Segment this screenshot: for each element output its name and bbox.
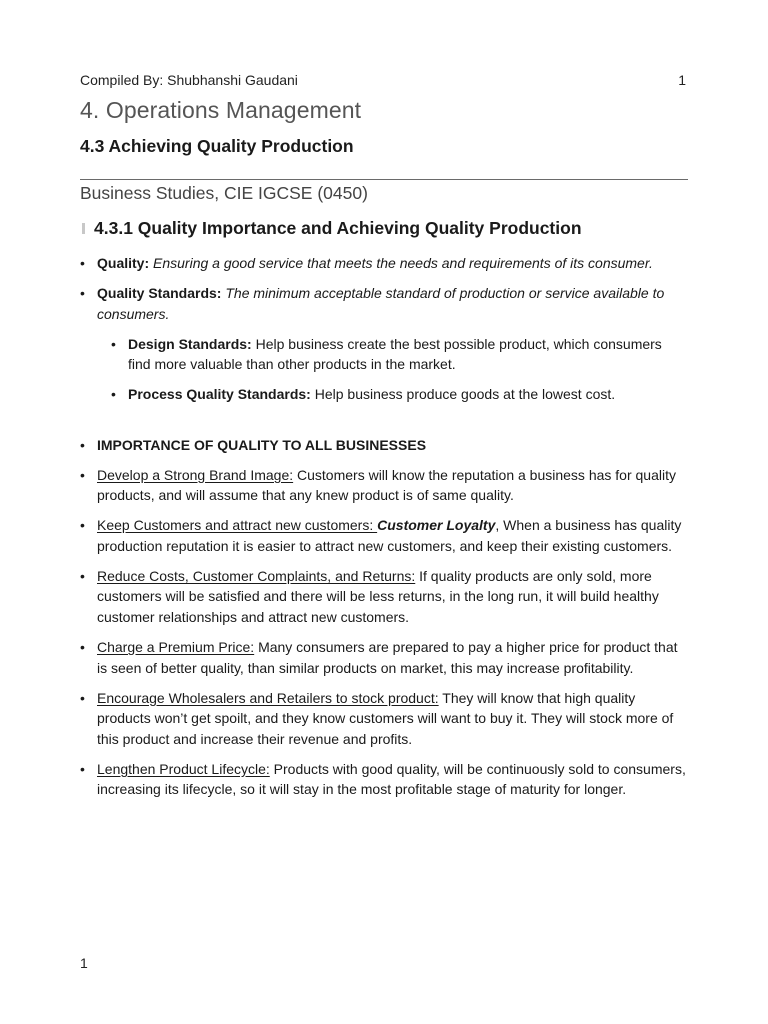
importance-item-premium-price — [80, 637, 688, 678]
importance-heading — [80, 435, 688, 456]
footer-page-number: 1 — [80, 955, 88, 971]
importance-text: Products with good quality, will be continuously sold to consumers, increasing its lifecycle, so it will stay in the most profitable stage of maturity for longer. — [97, 760, 686, 798]
importance-text: Customers will know the reputation a business has for quality products, and will assume that any knew product is of same quality. — [97, 466, 676, 504]
importance-text: If quality products are only sold, more customers will be satisfied and there will be less returns, in the long run, it will build healthy customer relationships and attract new customers. — [97, 567, 659, 626]
importance-label: Encourage Wholesalers and Retailers to stock product: — [97, 689, 439, 706]
definition-term: Quality Standards: — [97, 284, 222, 301]
importance-label: Keep Customers and attract new customers: — [97, 517, 378, 534]
importance-label: Lengthen Product Lifecycle: — [97, 760, 270, 777]
definition-text: Ensuring a good service that meets the needs and requirements of its consumer. — [153, 255, 653, 271]
standard-item-process — [111, 384, 688, 405]
section-heading — [80, 218, 582, 239]
course-name: Business Studies, CIE IGCSE (0450) — [80, 183, 368, 203]
importance-item-reduce-costs — [80, 566, 688, 628]
importance-text: , When a business has quality production reputation it is easier to attract new customers, and keep their existing customers. — [97, 517, 682, 554]
standard-text: Help business create the best possible product, which consumers find more valuable than other products in the market. — [128, 335, 662, 373]
compiled-by-text: Compiled By: Shubhanshi Gaudani — [80, 72, 298, 88]
importance-text: Many consumers are prepared to pay a higher price for product that is seen of better quality, than similar products on market, this may increase profitability. — [97, 639, 678, 676]
document-body — [80, 253, 688, 809]
standard-term: Design Standards: — [128, 335, 252, 352]
standard-text: Help business produce goods at the lowest cost. — [314, 386, 616, 403]
definition-item-quality-standards — [80, 283, 688, 324]
standard-item-design — [111, 334, 688, 375]
section-heading-text: 4.3.1 Quality Importance and Achieving Quality Production — [94, 218, 582, 238]
importance-item-wholesalers — [80, 688, 688, 750]
header-page-number: 1 — [678, 72, 686, 88]
definition-item-quality — [80, 253, 688, 274]
importance-item-customers — [80, 515, 688, 556]
document-title: 4. Operations Management — [80, 97, 362, 123]
heading-marker-icon — [82, 223, 85, 234]
importance-label: Reduce Costs, Customer Complaints, and Returns: — [97, 567, 416, 584]
divider-line — [80, 179, 688, 180]
importance-item-brand-image — [80, 465, 688, 506]
definition-term: Quality: — [97, 255, 150, 271]
importance-label: Charge a Premium Price: — [97, 639, 255, 656]
document-subtitle: 4.3 Achieving Quality Production — [80, 136, 354, 156]
importance-item-lifecycle — [80, 759, 688, 800]
importance-text: They will know that high quality products won’t get spoilt, and they know customers will want to buy it. They will stock more of this product and increase their revenue and profits. — [97, 689, 674, 747]
definition-text: The minimum acceptable standard of production or service available to consumers. — [97, 284, 665, 322]
page-header — [80, 72, 688, 88]
importance-emphasis: Customer Loyalty — [377, 517, 496, 534]
standard-term: Process Quality Standards: — [128, 386, 311, 403]
importance-label: Develop a Strong Brand Image: — [97, 466, 294, 483]
importance-heading-text: IMPORTANCE OF QUALITY TO ALL BUSINESSES — [97, 436, 427, 453]
